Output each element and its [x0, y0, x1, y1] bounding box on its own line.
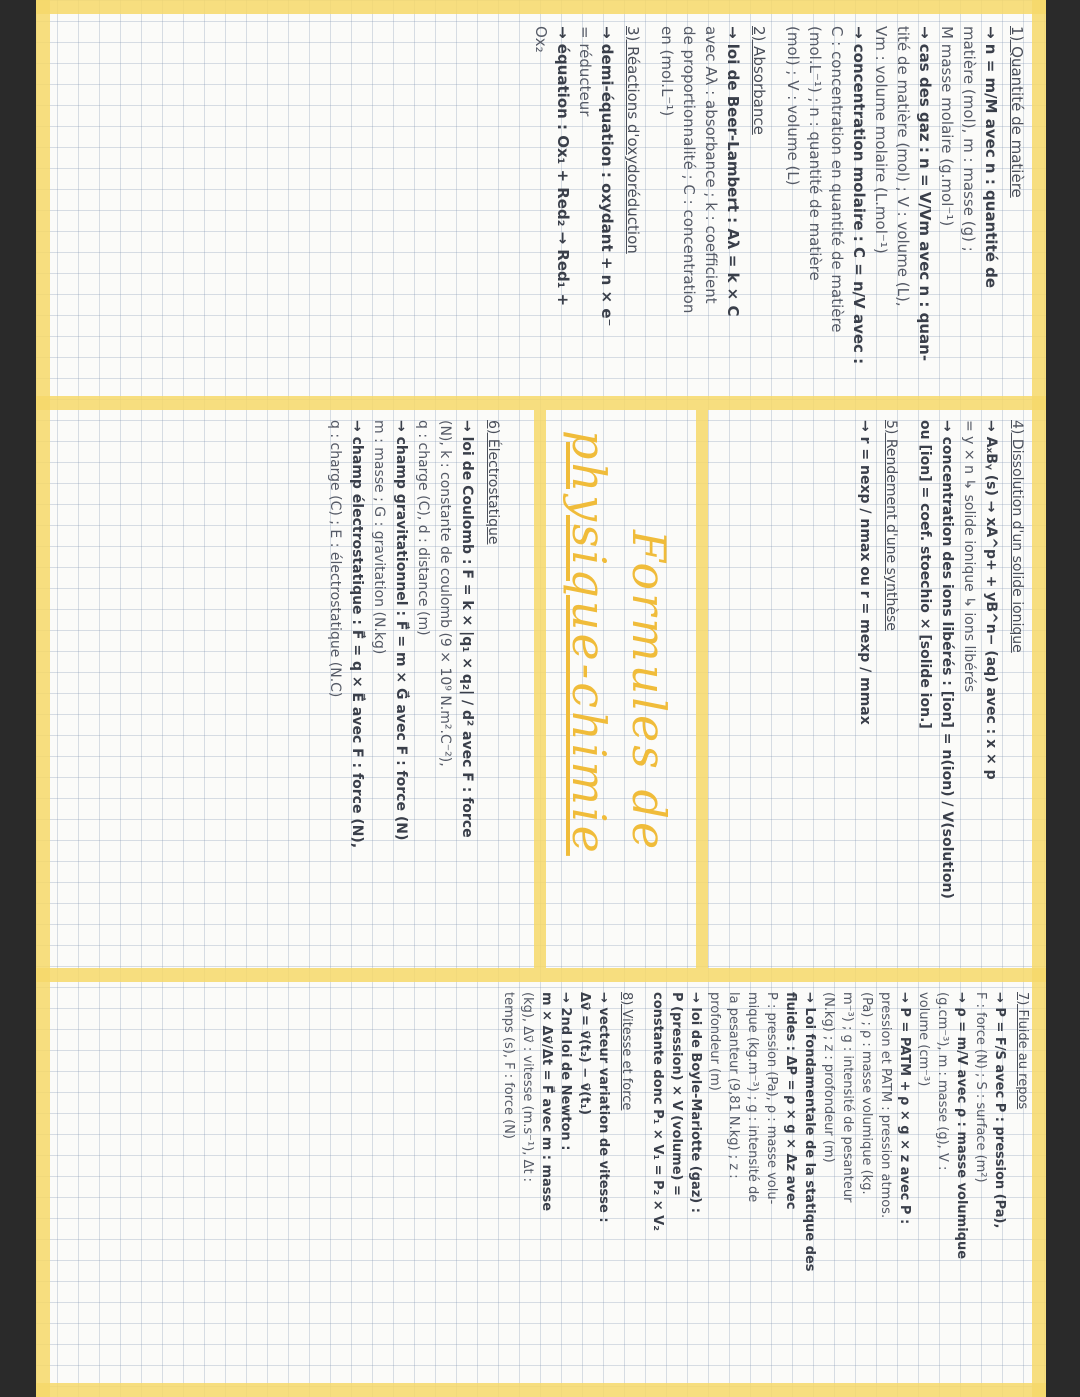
- text-line: temps (s), F : force (N): [501, 992, 516, 1139]
- text-line: m⁻³) ; g : intensité de pesanteur: [840, 992, 855, 1203]
- formula-line: → AₓBᵧ (s) → xA^p+ + yB^n− (aq) avec : x × p: [983, 420, 999, 780]
- text-line: M masse molaire (g.mol⁻¹): [938, 26, 956, 227]
- text-line: de proportionnalité ; C : concentration: [680, 26, 698, 314]
- formula-line: → 2nd loi de Newton :: [558, 992, 573, 1151]
- column-3: [499, 992, 1044, 1378]
- section-heading: 2) Absorbance: [750, 26, 768, 135]
- section-heading: 5) Rendement d'une synthèse: [883, 420, 899, 631]
- text-line: (mol.L⁻¹) ; n : quantité de matière: [806, 26, 824, 281]
- text-line: (Pa) ; ρ : masse volumique (kg.: [859, 992, 874, 1195]
- text-line: q : charge (C), d : distance (m): [415, 420, 431, 636]
- text-line: tité de matière (mol) ; V : volume (L),: [894, 26, 912, 307]
- text-line: (mol) ; V : volume (L): [784, 26, 802, 186]
- column-2-bottom: [324, 420, 516, 960]
- formula-line: Δv⃗ = v⃗(t₂) − v⃗(t₁): [577, 992, 592, 1115]
- formula-line: → loi de Coulomb : F = k × |q₁ × q₂| / d² avec F : force: [459, 420, 475, 838]
- formula-line: fluides : ΔP = ρ × g × Δz avec: [783, 992, 798, 1210]
- highlight-divider-1: [36, 396, 1046, 410]
- section-heading: 1) Quantité de matière: [1008, 26, 1026, 198]
- highlight-title-top: [696, 410, 708, 968]
- text-line: la pesanteur (9,81 N.kg) ; z :: [726, 992, 741, 1179]
- formula-line: → demi-équation : oxydant + n × e⁻: [598, 26, 616, 327]
- column-2-top: [854, 420, 1040, 960]
- text-line: C : concentration en quantité de matière: [828, 26, 846, 333]
- section-heading: 7) Fluide au repos: [1015, 992, 1030, 1110]
- text-line: (N), k : constante de coulomb (9 × 10⁹ N.m².C⁻²),: [437, 420, 453, 767]
- section-heading: 4) Dissolution d'un solide ionique: [1009, 420, 1025, 653]
- text-line: = réducteur: [576, 26, 594, 117]
- text-line: volume (cm⁻³): [916, 992, 931, 1087]
- formula-line: → vecteur variation de vitesse :: [596, 992, 611, 1223]
- text-line: pression et PATM : pression atmos.: [878, 992, 893, 1219]
- highlight-bottom-border: [36, 0, 50, 1397]
- formula-line: → P = PATM + ρ × g × z avec P :: [897, 992, 912, 1225]
- section-heading: 8) Vitesse et force: [619, 992, 634, 1111]
- highlight-left-border: [36, 0, 1046, 14]
- text-line: F : force (N) ; S : surface (m²): [973, 992, 988, 1183]
- highlight-divider-2: [36, 968, 1046, 982]
- column-1: [530, 26, 1040, 392]
- text-line: matière (mol), m : masse (g) ;: [960, 26, 978, 252]
- text-line: = y × n ↳ solide ionique ↳ ions libérés: [961, 420, 977, 693]
- formula-line: → n = m/M avec n : quantité de: [982, 26, 1000, 289]
- text-line: mique (kg.m⁻³) ; g : intensité de: [745, 992, 760, 1203]
- text-line: Ox₂: [532, 26, 550, 53]
- formula-line: ou [ion] = coef. stoechio × [solide ion.]: [917, 420, 933, 729]
- text-line: (g.cm⁻³), m : masse (g), V :: [935, 992, 950, 1171]
- formula-line: → r = nexp / nmax ou r = mexp / mmax: [857, 420, 873, 725]
- formula-line: → champ gravitationnel : F⃗ = m × G⃗ avec F : force (N): [393, 420, 409, 841]
- text-line: (kg), Δv⃗ : vitesse (m.s⁻¹), Δt :: [520, 992, 535, 1183]
- text-line: m : masse ; G : gravitation (N.kg): [371, 420, 387, 655]
- formula-line: m × Δv⃗/Δt = F⃗ avec m : masse: [539, 992, 554, 1212]
- formula-line: → loi de Boyle-Mariotte (gaz) :: [688, 992, 703, 1213]
- section-heading: 6) Électrostatique: [485, 420, 501, 545]
- formula-line: → Loi fondamentale de la statique des: [802, 992, 817, 1272]
- notebook-sheet: [36, 0, 1046, 1397]
- text-line: Vm : volume molaire (L.mol⁻¹): [872, 26, 890, 254]
- text-line: en (mol.L⁻¹): [658, 26, 676, 117]
- page-title-line2: physique-chimie: [562, 430, 616, 856]
- formula-line: → concentration des ions libérés : [ion] = n(ion) / V(solution): [939, 420, 955, 899]
- highlight-title-bottom: [534, 410, 546, 968]
- rotated-page: [36, 0, 1046, 1397]
- formula-line: → champ électrostatique : F⃗ = q × E⃗ avec F : force (N),: [349, 420, 365, 849]
- text-line: q : charge (C) ; E : électrostatique (N.C): [327, 420, 343, 698]
- formula-line: → concentration molaire : C = n/V avec :: [850, 26, 868, 365]
- formula-line: → ρ = m/V avec ρ : masse volumique: [954, 992, 969, 1260]
- page-title-line1: Formules de: [622, 530, 676, 853]
- text-line: P : pression (Pa), ρ : masse volu-: [764, 992, 779, 1205]
- text-line: (N.kg) ; z : profondeur (m): [821, 992, 836, 1163]
- formula-line: → équation : Ox₁ + Red₂ → Red₁ +: [554, 26, 572, 307]
- formula-line: constante donc P₁ × V₁ = P₂ × V₂: [650, 992, 665, 1231]
- highlight-right-border: [36, 1383, 1046, 1397]
- formula-line: → P = F/S avec P : pression (Pa),: [992, 992, 1007, 1229]
- text-line: profondeur (m): [707, 992, 722, 1091]
- section-heading: 3) Réactions d'oxydoréduction: [624, 26, 642, 254]
- text-line: avec Aλ : absorbance ; k : coefficient: [702, 26, 720, 304]
- formula-line: → loi de Beer-Lambert : Aλ = k × C: [724, 26, 742, 317]
- formula-line: → cas des gaz : n = V/Vm avec n : quan-: [916, 26, 934, 362]
- formula-line: P (pression) × V (volume) =: [669, 992, 684, 1196]
